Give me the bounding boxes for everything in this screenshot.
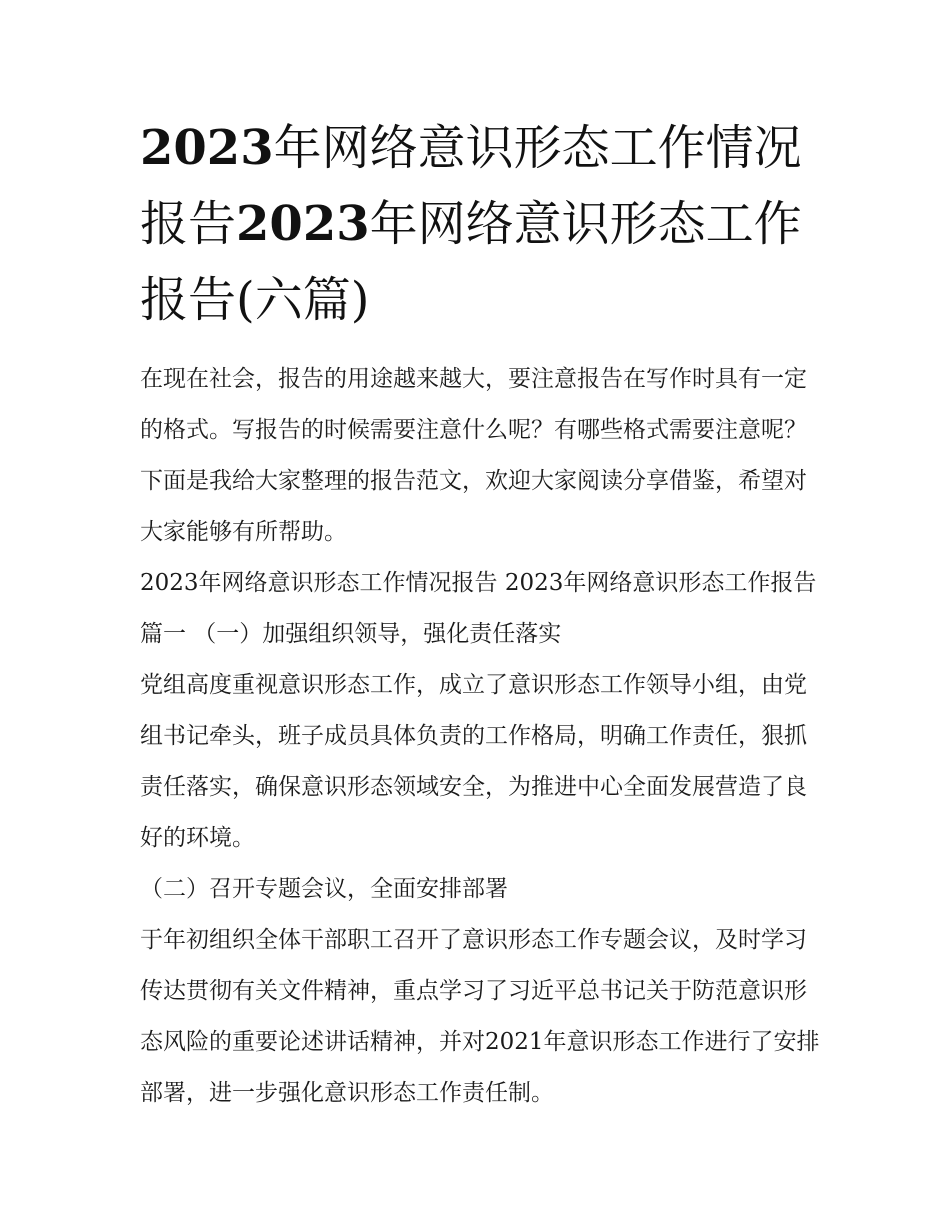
title-text-2: 年网络意识形态工作报告(六篇) <box>140 196 802 328</box>
intro-paragraph: 在现在社会，报告的用途越来越大，要注意报告在写作时具有一定的格式。写报告的时候需要注意什么呢？有哪些格式需要注意呢？下面是我给大家整理的报告范文，欢迎大家阅读分享借鉴，希望对大家能够有所帮助。 <box>140 366 807 545</box>
title-year-2: 2023 <box>236 196 370 252</box>
title-year-1: 2023 <box>140 120 274 176</box>
document-body <box>140 354 820 1119</box>
body-paragraph: 于年初组织全体干部职工召开了意识形态工作专题会议，及时学习传达贯彻有关文件精神，重点学习了习近平总书记关于防范意识形态风险的重要论述讲话精神，并对2021年意识形态工作进行了安排部署，进一步强化意识形态工作责任制。 <box>140 927 820 1106</box>
section-heading-paragraph: 2023年网络意识形态工作情况报告 2023年网络意识形态工作报告篇一 （一）加强组织领导，强化责任落实 <box>140 570 817 647</box>
body-paragraph: 党组高度重视意识形态工作，成立了意识形态工作领导小组，由党组书记牵头，班子成员具体负责的工作格局，明确工作责任，狠抓责任落实，确保意识形态领域安全，为推进中心全面发展营造了良好的环境。 <box>140 672 807 851</box>
subsection-heading: （二）召开专题会议，全面安排部署 <box>140 876 508 902</box>
document-title <box>140 110 820 338</box>
title-text-1: 年网络意识形态工作情况报告 <box>140 120 802 252</box>
